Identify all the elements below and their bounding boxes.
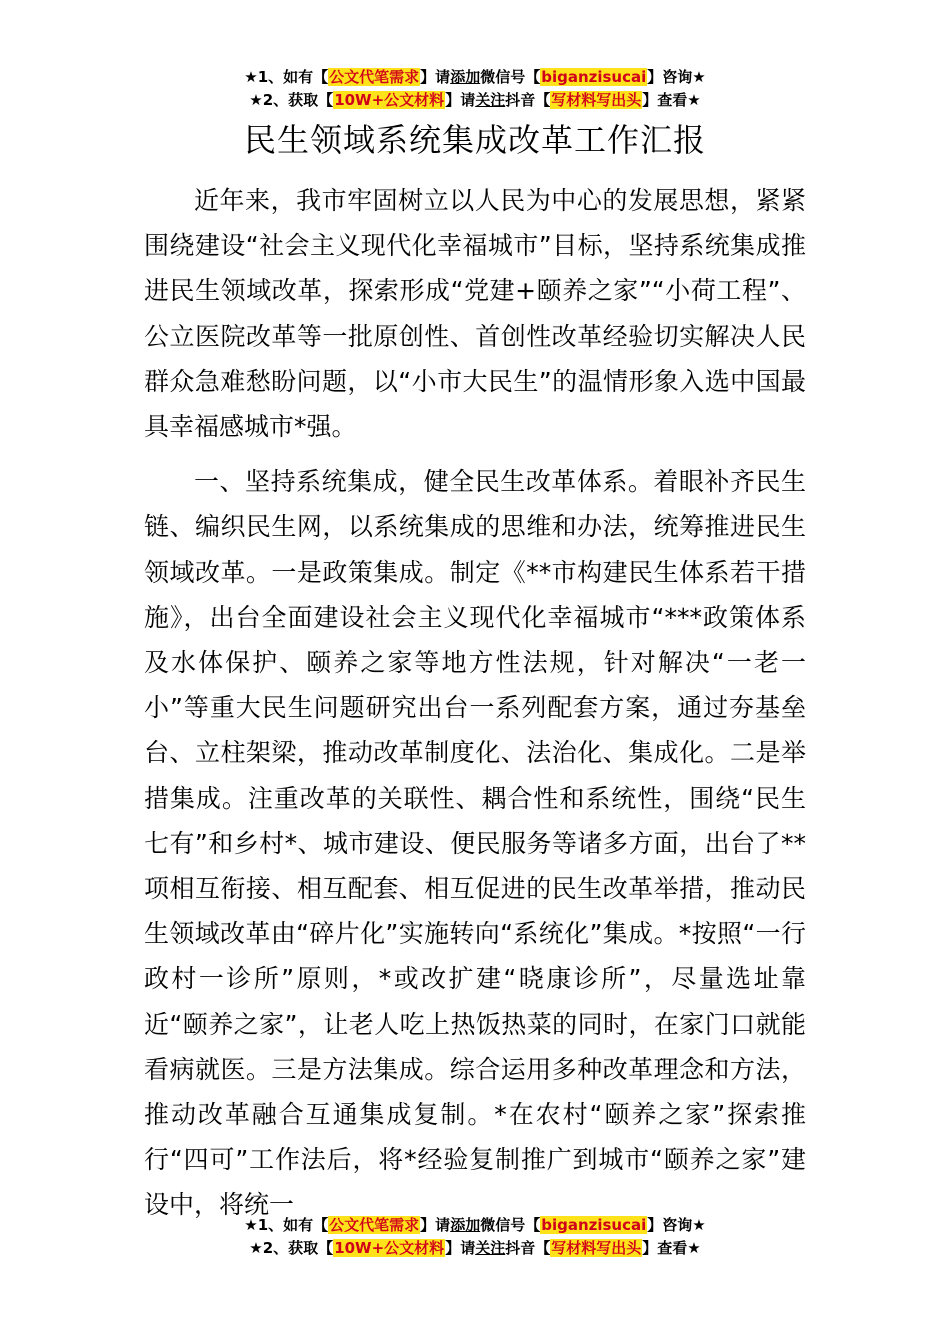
promo-line-2: ★2、获取【10W+公文材料】请关注抖音【写材料写出头】查看★ bbox=[249, 1239, 701, 1257]
promo-banner-top bbox=[0, 66, 950, 112]
promo-highlight-materials: 10W+公文材料 bbox=[334, 91, 445, 109]
promo-line-1: ★1、如有【公文代笔需求】请添加微信号【biganzisucai】咨询★ bbox=[244, 1216, 706, 1234]
promo-highlight-wechat-id: biganzisucai bbox=[541, 68, 647, 86]
promo-line-1: ★1、如有【公文代笔需求】请添加微信号【biganzisucai】咨询★ bbox=[244, 68, 706, 86]
body-paragraph: 一、坚持系统集成，健全民生改革体系。着眼补齐民生链、编织民生网，以系统集成的思维和办法，统筹推进民生领域改革。一是政策集成。制定《**市构建民生体系若干措施》，出台全面建设社会主义现代化幸福城市“***政策体系及水体保护、颐养之家等地方性法规，针对解决“一老一小”等重大民生问题研究出台一系列配套方案，通过夯基垒台、立柱架梁，推动改革制度化、法治化、集成化。二是举措集成。注重改革的关联性、耦合性和系统性，围绕“民生七有”和乡村*、城市建设、便民服务等诸多方面，出台了**项相互衔接、相互配套、相互促进的民生改革举措，推动民生领域改革由“碎片化”实施转向“系统化”集成。*按照“一行政村一诊所”原则，*或改扩建“晓康诊所”，尽量选址靠近“颐养之家”，让老人吃上热饭热菜的同时，在家门口就能看病就医。三是方法集成。综合运用多种改革理念和方法，推动改革融合互通集成复制。*在农村“颐养之家”探索推行“四可”工作法后，将*经验复制推广到城市“颐养之家”建设中，将统一 bbox=[144, 467, 806, 1220]
promo-highlight-douyin: 写材料写出头 bbox=[551, 91, 642, 109]
body-paragraph: 近年来，我市牢固树立以人民为中心的发展思想，紧紧围绕建设“社会主义现代化幸福城市”目标，坚持系统集成推进民生领域改革，探索形成“党建+颐养之家”“小荷工程”、公立医院改革等一批原创性、首创性改革经验切实解决人民群众急难愁盼问题，以“小市大民生”的温情形象入选中国最具幸福感城市*强。 bbox=[144, 186, 806, 442]
promo-highlight-wechat-id: biganzisucai bbox=[541, 1216, 647, 1234]
document-title: 民生领域系统集成改革工作汇报 bbox=[243, 121, 706, 159]
promo-highlight-douyin: 写材料写出头 bbox=[551, 1239, 642, 1257]
document-body bbox=[144, 178, 806, 1238]
promo-highlight-service: 公文代笔需求 bbox=[329, 1216, 420, 1234]
promo-line-2: ★2、获取【10W+公文材料】请关注抖音【写材料写出头】查看★ bbox=[249, 91, 701, 109]
promo-banner-bottom bbox=[0, 1214, 950, 1260]
promo-highlight-service: 公文代笔需求 bbox=[329, 68, 420, 86]
promo-highlight-materials: 10W+公文材料 bbox=[334, 1239, 445, 1257]
